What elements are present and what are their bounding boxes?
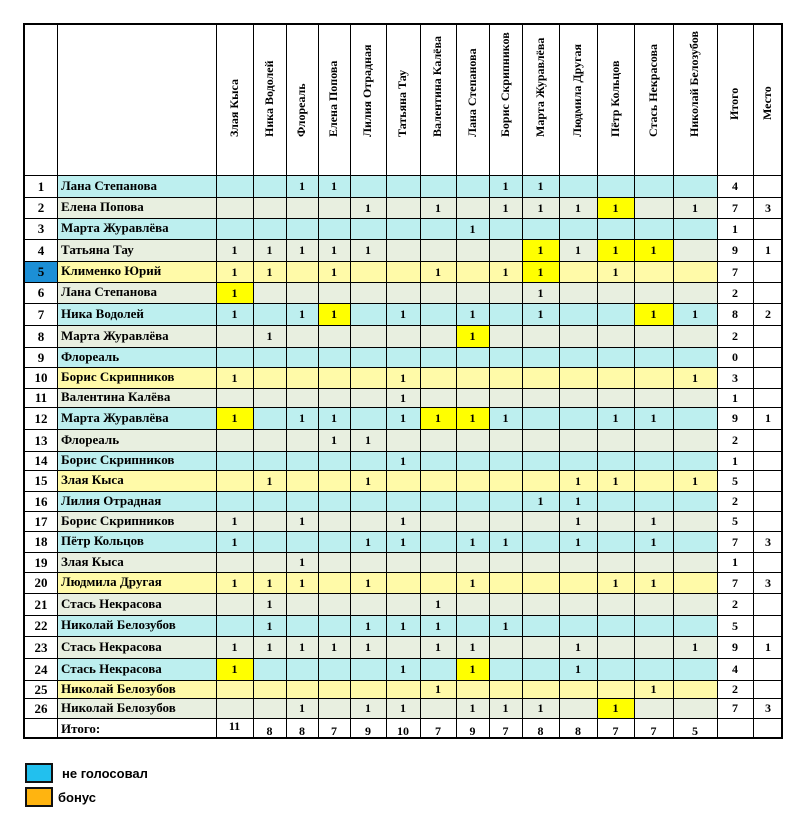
vote-mark: 1 bbox=[266, 597, 273, 611]
row-divider bbox=[25, 239, 781, 240]
vote-mark: 1 bbox=[400, 411, 406, 425]
row-total: 9 bbox=[732, 411, 738, 425]
vote-mark: 1 bbox=[231, 243, 238, 257]
vote-mark: 1 bbox=[469, 575, 476, 590]
column-total: 7 bbox=[650, 724, 657, 738]
row-divider bbox=[25, 218, 781, 219]
row-total: 2 bbox=[732, 433, 738, 447]
row-place: 1 bbox=[765, 243, 771, 257]
vote-mark: 1 bbox=[435, 597, 441, 611]
row-number: 2 bbox=[37, 200, 45, 215]
row-number: 19 bbox=[34, 554, 48, 570]
vote-mark: 1 bbox=[650, 411, 657, 425]
vote-mark: 1 bbox=[650, 307, 657, 321]
vote-mark: 1 bbox=[365, 473, 371, 488]
participant-name: Злая Кыса bbox=[61, 472, 124, 487]
column-divider bbox=[559, 25, 560, 737]
vote-mark: 1 bbox=[266, 618, 273, 633]
vote-mark: 1 bbox=[365, 640, 371, 654]
vote-mark: 1 bbox=[231, 662, 238, 676]
row-band bbox=[57, 347, 717, 367]
vote-mark: 1 bbox=[612, 575, 619, 590]
vote-mark: 1 bbox=[502, 264, 509, 279]
vote-mark: 1 bbox=[266, 329, 273, 343]
participant-name: Флореаль bbox=[61, 348, 120, 364]
row-divider bbox=[25, 470, 781, 471]
vote-mark: 1 bbox=[650, 534, 657, 549]
vote-mark: 1 bbox=[435, 682, 441, 696]
row-divider bbox=[25, 636, 781, 637]
vote-mark: 1 bbox=[299, 640, 305, 654]
column-header: Злая Кыса bbox=[226, 79, 241, 137]
vote-mark: 1 bbox=[331, 264, 337, 279]
vote-mark: 1 bbox=[537, 200, 544, 215]
vote-mark: 1 bbox=[469, 221, 476, 236]
row-divider bbox=[25, 303, 781, 304]
column-header: Валентина Калёва bbox=[430, 36, 444, 137]
row-total: 7 bbox=[732, 200, 738, 215]
row-number: 6 bbox=[37, 285, 45, 300]
column-total: 8 bbox=[537, 724, 544, 738]
column-total: 7 bbox=[435, 724, 441, 738]
vote-mark: 1 bbox=[537, 285, 544, 300]
participant-name: Злая Кыса bbox=[61, 553, 124, 569]
column-header: Ника Водолей bbox=[261, 60, 276, 137]
vote-mark: 1 bbox=[575, 662, 581, 676]
vote-mark: 1 bbox=[435, 411, 441, 425]
vote-mark: 1 bbox=[331, 243, 337, 257]
vote-mark: 1 bbox=[400, 534, 406, 549]
vote-mark: 1 bbox=[266, 575, 273, 590]
row-total: 8 bbox=[732, 307, 738, 321]
vote-mark: 1 bbox=[231, 575, 238, 590]
vote-mark: 1 bbox=[266, 243, 273, 257]
row-divider bbox=[25, 593, 781, 594]
column-divider bbox=[57, 25, 58, 737]
vote-mark: 1 bbox=[400, 453, 406, 468]
row-total: 1 bbox=[732, 221, 738, 236]
vote-mark: 1 bbox=[400, 307, 406, 321]
row-total: 9 bbox=[732, 243, 738, 257]
vote-mark: 1 bbox=[502, 618, 509, 633]
vote-mark: 1 bbox=[612, 411, 619, 425]
vote-mark: 1 bbox=[537, 264, 544, 279]
row-divider bbox=[25, 572, 781, 573]
vote-mark: 1 bbox=[299, 514, 305, 528]
column-total: 10 bbox=[397, 724, 409, 738]
row-number: 1 bbox=[37, 178, 45, 194]
vote-mark: 1 bbox=[469, 307, 476, 321]
vote-mark: 1 bbox=[502, 200, 509, 215]
participant-name: Ника Водолей bbox=[61, 305, 144, 321]
vote-mark: 1 bbox=[231, 514, 238, 528]
row-number: 9 bbox=[37, 349, 45, 365]
row-number: 25 bbox=[34, 681, 48, 697]
legend-cyan-swatch bbox=[25, 763, 53, 783]
vote-mark: 1 bbox=[400, 390, 406, 405]
participant-name: Людмила Другая bbox=[61, 574, 162, 589]
participant-name: Лилия Отрадная bbox=[61, 492, 162, 508]
row-divider bbox=[25, 367, 781, 368]
row-divider bbox=[25, 658, 781, 659]
vote-mark: 1 bbox=[575, 473, 581, 488]
vote-mark: 1 bbox=[400, 618, 406, 633]
vote-mark: 1 bbox=[612, 243, 619, 257]
row-number: 8 bbox=[37, 328, 45, 344]
row-place: 3 bbox=[765, 701, 771, 715]
row-total: 7 bbox=[732, 264, 738, 279]
vote-mark: 1 bbox=[435, 618, 441, 633]
row-band bbox=[57, 429, 717, 451]
row-number: 12 bbox=[34, 410, 48, 426]
row-total: 4 bbox=[732, 179, 738, 193]
participant-name: Николай Белозубов bbox=[61, 680, 176, 696]
column-divider bbox=[456, 25, 457, 737]
participant-name: Борис Скрипников bbox=[61, 452, 175, 467]
participant-name: Елена Попова bbox=[61, 199, 144, 214]
column-header: Флореаль bbox=[294, 83, 308, 137]
vote-mark: 1 bbox=[502, 534, 509, 549]
row-divider bbox=[25, 531, 781, 532]
row-total: 2 bbox=[732, 597, 738, 611]
row-total: 9 bbox=[732, 640, 738, 654]
vote-mark: 1 bbox=[331, 307, 337, 321]
row-divider bbox=[25, 552, 781, 553]
participant-name: Клименко Юрий bbox=[61, 263, 162, 278]
column-total: 11 bbox=[228, 719, 241, 733]
participant-name: Марта Журавлёва bbox=[61, 327, 169, 343]
vote-mark: 1 bbox=[365, 243, 371, 257]
row-place: 1 bbox=[765, 411, 771, 425]
column-total: 9 bbox=[365, 724, 371, 738]
total-header: Итого bbox=[727, 87, 741, 120]
column-header: Борис Скрипников bbox=[497, 32, 512, 137]
row-total: 3 bbox=[732, 370, 738, 385]
row-number: 14 bbox=[34, 453, 48, 468]
row-divider bbox=[25, 325, 781, 326]
column-divider bbox=[634, 25, 635, 737]
column-header: Николай Белозубов bbox=[687, 31, 701, 137]
vote-mark: 1 bbox=[469, 534, 476, 549]
vote-mark: 1 bbox=[266, 640, 273, 654]
vote-mark: 1 bbox=[650, 243, 657, 257]
column-total: 8 bbox=[575, 724, 581, 738]
column-divider bbox=[522, 25, 523, 737]
vote-mark: 1 bbox=[650, 514, 657, 528]
row-number: 11 bbox=[34, 390, 48, 405]
voting-table bbox=[23, 23, 783, 739]
participant-name: Флореаль bbox=[61, 431, 120, 447]
column-total: 7 bbox=[612, 724, 619, 738]
vote-mark: 1 bbox=[469, 662, 476, 676]
row-total: 5 bbox=[732, 618, 738, 633]
column-total: 7 bbox=[502, 724, 509, 738]
column-total: 7 bbox=[331, 724, 337, 738]
vote-mark: 1 bbox=[537, 243, 544, 257]
column-header: Елена Попова bbox=[326, 60, 340, 137]
column-divider bbox=[597, 25, 598, 737]
legend-orange-swatch bbox=[25, 787, 53, 807]
participant-name: Стась Некрасова bbox=[61, 595, 162, 611]
row-total: 7 bbox=[732, 575, 738, 590]
participant-name: Стась Некрасова bbox=[61, 638, 162, 654]
row-number: 24 bbox=[34, 661, 48, 677]
vote-mark: 1 bbox=[537, 494, 544, 508]
row-number: 17 bbox=[34, 513, 48, 529]
row-divider bbox=[25, 261, 781, 262]
row-total: 1 bbox=[732, 390, 738, 405]
vote-mark: 1 bbox=[331, 640, 337, 654]
row-divider bbox=[25, 491, 781, 492]
row-divider bbox=[25, 511, 781, 512]
row-total: 4 bbox=[732, 662, 738, 676]
participant-name: Пётр Кольцов bbox=[61, 533, 144, 548]
row-divider bbox=[25, 698, 781, 699]
row-divider bbox=[25, 282, 781, 283]
participant-name: Стась Некрасова bbox=[61, 660, 162, 676]
vote-mark: 1 bbox=[299, 307, 305, 321]
column-header: Марта Журавлёва bbox=[532, 37, 547, 137]
participant-name: Марта Журавлёва bbox=[61, 409, 169, 425]
vote-mark: 1 bbox=[435, 200, 441, 215]
row-band bbox=[57, 552, 717, 572]
vote-mark: 1 bbox=[469, 640, 476, 654]
row-total: 0 bbox=[732, 350, 738, 364]
column-header: Лилия Отрадная bbox=[360, 44, 374, 137]
row-total: 1 bbox=[732, 555, 738, 569]
row-number: 15 bbox=[34, 473, 48, 488]
vote-mark: 1 bbox=[231, 534, 238, 549]
row-number: 13 bbox=[34, 432, 48, 448]
row-number: 3 bbox=[37, 221, 45, 236]
vote-mark: 1 bbox=[365, 200, 371, 215]
vote-mark: 1 bbox=[692, 473, 698, 488]
vote-mark: 1 bbox=[692, 370, 698, 385]
vote-mark: 1 bbox=[612, 473, 619, 488]
participant-name: Борис Скрипников bbox=[61, 369, 175, 384]
row-place: 3 bbox=[765, 575, 771, 590]
row-number: 5 bbox=[37, 264, 45, 279]
vote-mark: 1 bbox=[365, 575, 371, 590]
vote-mark: 1 bbox=[575, 640, 581, 654]
row-number: 16 bbox=[34, 493, 48, 509]
totals-label: Итого: bbox=[61, 721, 101, 736]
row-total: 5 bbox=[732, 514, 738, 528]
vote-mark: 1 bbox=[231, 307, 238, 321]
row-divider bbox=[25, 718, 781, 719]
vote-mark: 1 bbox=[299, 243, 305, 257]
participant-name: Валентина Калёва bbox=[61, 389, 171, 404]
row-number: 22 bbox=[34, 618, 48, 633]
legend-bonus-label: бонус bbox=[58, 790, 96, 805]
row-number: 23 bbox=[34, 639, 48, 655]
row-total: 5 bbox=[732, 473, 738, 488]
vote-mark: 1 bbox=[537, 701, 544, 715]
row-total: 2 bbox=[732, 285, 738, 300]
vote-mark: 1 bbox=[612, 264, 619, 279]
row-divider bbox=[25, 197, 781, 198]
vote-mark: 1 bbox=[469, 329, 476, 343]
vote-mark: 1 bbox=[537, 179, 544, 193]
vote-mark: 1 bbox=[692, 200, 698, 215]
legend-not-voted-label: не голосовал bbox=[62, 766, 148, 781]
participant-name: Лана Степанова bbox=[61, 284, 157, 299]
vote-mark: 1 bbox=[266, 473, 273, 488]
participant-name: Николай Белозубов bbox=[61, 699, 176, 715]
participant-name: Татьяна Тау bbox=[61, 241, 134, 257]
column-divider bbox=[753, 25, 754, 737]
vote-mark: 1 bbox=[400, 662, 406, 676]
row-total: 2 bbox=[732, 329, 738, 343]
row-place: 2 bbox=[765, 307, 771, 321]
vote-mark: 1 bbox=[299, 555, 305, 569]
row-number: 26 bbox=[34, 700, 48, 716]
vote-mark: 1 bbox=[575, 494, 581, 508]
vote-mark: 1 bbox=[692, 640, 698, 654]
vote-mark: 1 bbox=[575, 514, 581, 528]
vote-mark: 1 bbox=[575, 243, 581, 257]
row-place: 1 bbox=[765, 640, 771, 654]
column-total: 8 bbox=[299, 724, 305, 738]
vote-mark: 1 bbox=[612, 200, 619, 215]
column-divider bbox=[286, 25, 287, 737]
vote-mark: 1 bbox=[331, 411, 337, 425]
row-number: 21 bbox=[34, 596, 48, 612]
vote-mark: 1 bbox=[502, 411, 509, 425]
vote-mark: 1 bbox=[400, 701, 406, 715]
column-total: 9 bbox=[469, 724, 476, 738]
column-total: 5 bbox=[692, 724, 698, 738]
vote-mark: 1 bbox=[231, 640, 238, 654]
vote-mark: 1 bbox=[331, 179, 337, 193]
participant-name: Марта Журавлёва bbox=[61, 220, 169, 235]
column-header: Татьяна Тау bbox=[395, 69, 409, 137]
vote-mark: 1 bbox=[469, 411, 476, 425]
vote-mark: 1 bbox=[575, 200, 581, 215]
vote-mark: 1 bbox=[231, 370, 238, 385]
vote-mark: 1 bbox=[231, 285, 238, 300]
vote-mark: 1 bbox=[650, 575, 657, 590]
row-total: 2 bbox=[732, 682, 738, 696]
vote-mark: 1 bbox=[469, 701, 476, 715]
vote-mark: 1 bbox=[650, 682, 657, 696]
participant-name: Борис Скрипников bbox=[61, 512, 175, 528]
row-number: 10 bbox=[34, 370, 48, 385]
column-header: Людмила Другая bbox=[570, 43, 584, 137]
column-divider bbox=[318, 25, 319, 737]
row-divider bbox=[25, 407, 781, 408]
row-total: 2 bbox=[732, 494, 738, 508]
vote-mark: 1 bbox=[400, 514, 406, 528]
vote-mark: 1 bbox=[612, 701, 619, 715]
row-divider bbox=[25, 429, 781, 430]
vote-mark: 1 bbox=[575, 534, 581, 549]
vote-mark: 1 bbox=[365, 701, 371, 715]
vote-mark: 1 bbox=[365, 534, 371, 549]
row-divider bbox=[25, 615, 781, 616]
row-place: 3 bbox=[765, 200, 771, 215]
vote-mark: 1 bbox=[231, 411, 238, 425]
row-number: 4 bbox=[37, 242, 45, 258]
vote-mark: 1 bbox=[266, 264, 273, 279]
vote-mark: 1 bbox=[400, 370, 406, 385]
vote-mark: 1 bbox=[537, 307, 544, 321]
vote-mark: 1 bbox=[299, 411, 305, 425]
row-place: 3 bbox=[765, 534, 771, 549]
vote-mark: 1 bbox=[299, 575, 305, 590]
row-divider bbox=[25, 347, 781, 348]
vote-mark: 1 bbox=[502, 701, 509, 715]
column-header: Пётр Кольцов bbox=[607, 60, 622, 137]
row-number: 7 bbox=[37, 306, 45, 322]
vote-mark: 1 bbox=[331, 433, 337, 447]
row-number: 20 bbox=[34, 575, 48, 590]
row-number: 18 bbox=[34, 534, 48, 549]
vote-mark: 1 bbox=[692, 307, 698, 321]
vote-mark: 1 bbox=[365, 618, 371, 633]
vote-mark: 1 bbox=[502, 179, 509, 193]
participant-name: Лана Степанова bbox=[61, 177, 157, 193]
vote-mark: 1 bbox=[299, 179, 305, 193]
column-total: 8 bbox=[266, 724, 273, 738]
row-total: 1 bbox=[732, 453, 738, 468]
vote-mark: 1 bbox=[231, 264, 238, 279]
vote-mark: 1 bbox=[365, 433, 371, 447]
row-divider bbox=[25, 175, 781, 176]
place-header: Место bbox=[760, 86, 774, 120]
row-total: 7 bbox=[732, 701, 738, 715]
column-header: Стась Некрасова bbox=[645, 44, 660, 137]
vote-mark: 1 bbox=[299, 701, 305, 715]
column-header: Лана Степанова bbox=[464, 48, 479, 137]
row-total: 7 bbox=[732, 534, 738, 549]
vote-mark: 1 bbox=[435, 264, 441, 279]
vote-mark: 1 bbox=[435, 640, 441, 654]
participant-name: Николай Белозубов bbox=[61, 617, 176, 632]
